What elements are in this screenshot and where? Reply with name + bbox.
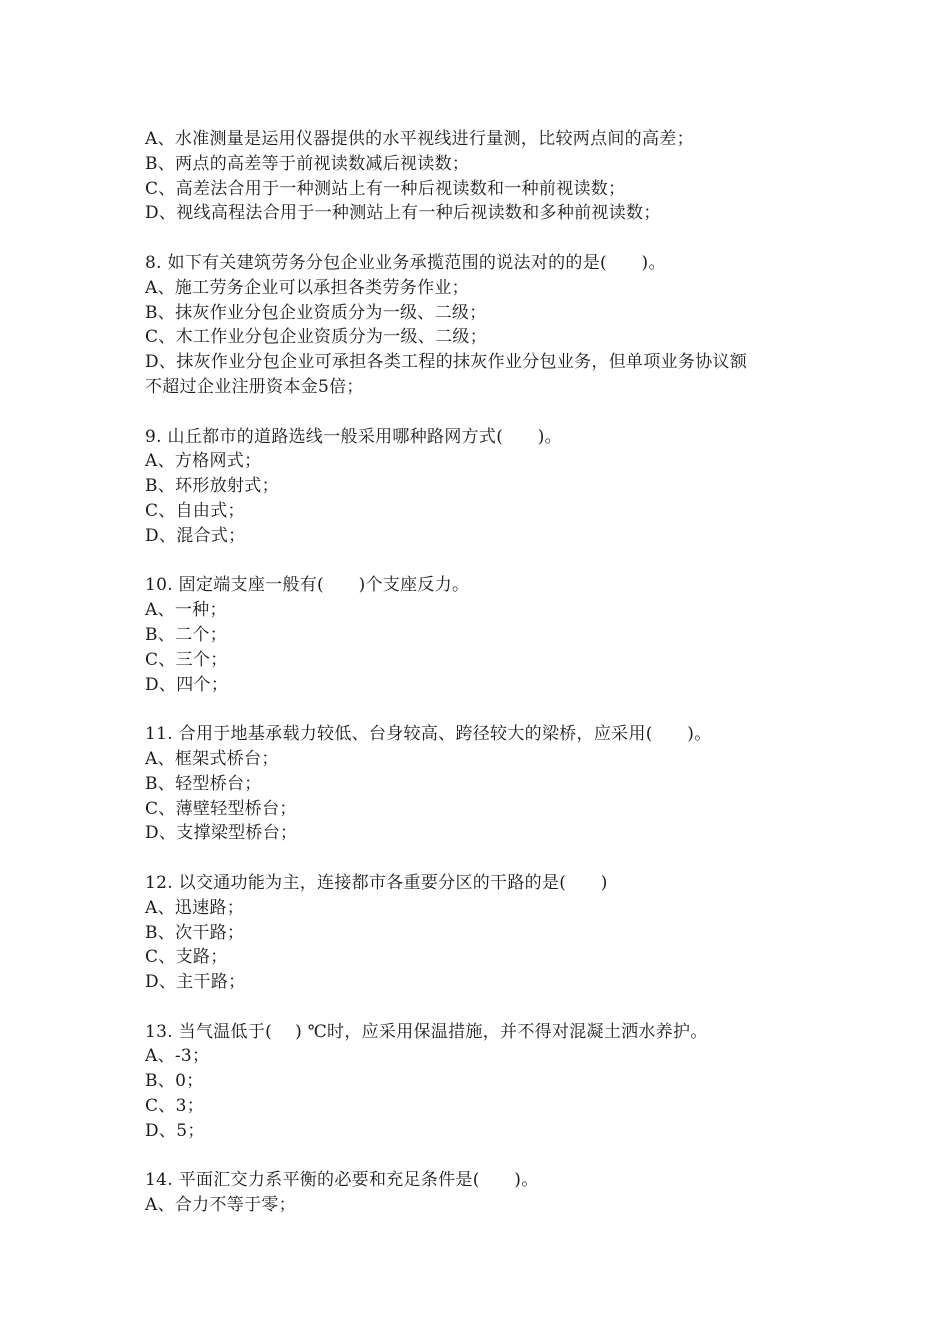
q9-option-b: B、环形放射式； [145,476,279,497]
spacer [145,846,825,871]
question-13 [145,1020,825,1144]
q12-option-b: B、次干路； [145,922,245,943]
q13-option-b: B、0； [145,1071,204,1092]
q10-option-c: C、三个； [145,649,228,670]
spacer [145,697,825,722]
q9-option-c: C、自由式； [145,500,245,521]
q9-option-a: A、方格网式； [145,451,262,472]
q13-option-a: A、-3； [145,1046,210,1067]
question-8 [145,251,825,400]
question-14 [145,1168,825,1218]
q11-stem: 11. 合用于地基承载力较低、台身较高、跨径较大的梁桥，应采用( )。 [145,724,712,745]
q13-option-c: C、3； [145,1096,205,1117]
q10-option-a: A、一种； [145,600,227,621]
q8-option-a: A、施工劳务企业可以承担各类劳务作业； [145,277,469,298]
q10-option-d: D、四个； [145,674,229,695]
q9-stem: 9. 山丘都市的道路选线一般采用哪种路网方式( )。 [145,426,562,447]
q7-option-c: C、高差法合用于一种测站上有一种后视读数和一种前视读数； [145,178,626,199]
q11-option-a: A、框架式桥台； [145,748,279,769]
question-7-options [145,127,825,226]
q10-option-b: B、二个； [145,624,227,645]
q10-stem: 10. 固定端支座一般有( )个支座反力。 [145,575,470,596]
q11-option-c: C、薄壁轻型桥台； [145,798,297,819]
spacer [145,400,825,425]
q8-option-d: D、抹灰作业分包企业可承担各类工程的抹灰作业分包业务，但单项业务协议额 [145,352,748,373]
spacer [145,226,825,251]
question-9 [145,425,825,549]
q12-option-d: D、主干路； [145,972,246,993]
q9-option-d: D、混合式； [145,525,246,546]
q8-option-b: B、抹灰作业分包企业资质分为一级、二级； [145,302,487,323]
exam-content [145,127,825,1218]
q7-option-d: D、视线高程法合用于一种测站上有一种后视读数和多种前视读数； [145,203,661,224]
q14-stem: 14. 平面汇交力系平衡的必要和充足条件是( )。 [145,1170,539,1191]
spacer [145,995,825,1020]
question-11 [145,722,825,846]
q7-option-b: B、两点的高差等于前视读数减后视读数； [145,153,470,174]
q8-option-c: C、木工作业分包企业资质分为一级、二级； [145,327,488,348]
q11-option-d: D、支撑梁型桥台； [145,823,298,844]
question-10 [145,573,825,697]
q14-option-a: A、合力不等于零； [145,1195,296,1216]
spacer [145,1144,825,1169]
q13-stem: 13. 当气温低于( ) ℃时，应采用保温措施，并不得对混凝土洒水养护。 [145,1021,708,1042]
q11-option-b: B、轻型桥台； [145,773,262,794]
q7-option-a: A、水准测量是运用仪器提供的水平视线进行量测，比较两点间的高差； [145,129,694,149]
q12-option-c: C、支路； [145,947,228,968]
q13-option-d: D、5； [145,1120,205,1141]
q12-stem: 12. 以交通功能为主，连接都市各重要分区的干路的是( ) [145,872,608,893]
q8-option-d-continued: 不超过企业注册资本金5倍； [145,376,364,397]
q12-option-a: A、迅速路； [145,897,245,918]
spacer [145,549,825,574]
q8-stem: 8. 如下有关建筑劳务分包企业业务承揽范围的说法对的的是( )。 [145,252,666,273]
question-12 [145,871,825,995]
